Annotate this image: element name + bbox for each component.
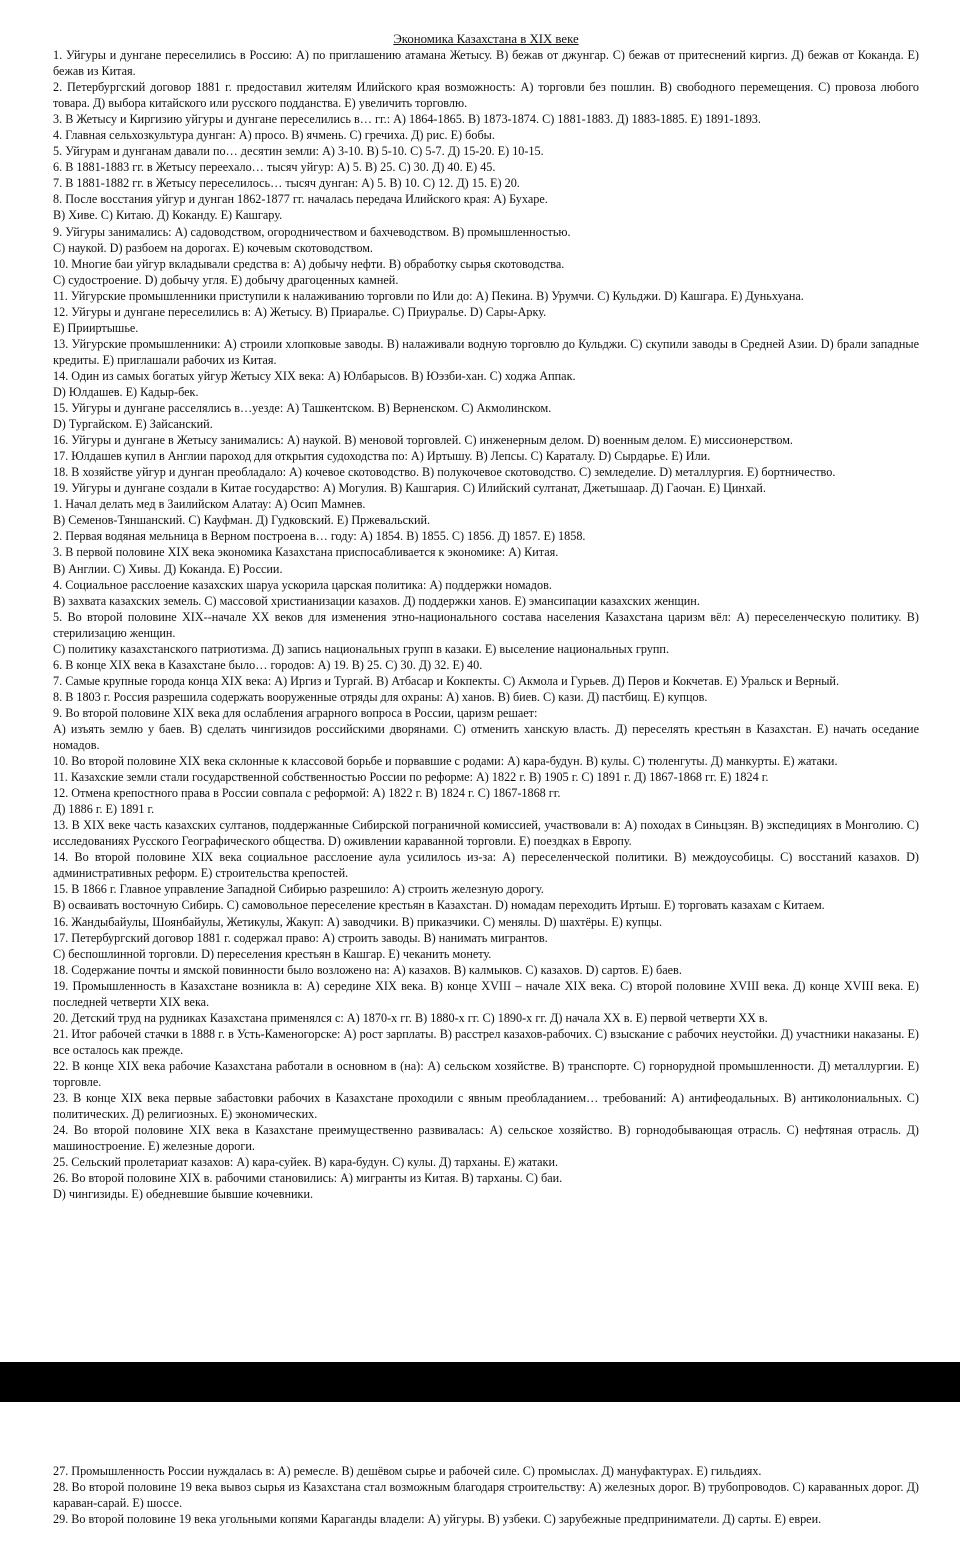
question-line: 22. В конце XIX века рабочие Казахстана работали в основном в (на): А) сельском хозяйстве. В) транспорте. С) горнорудной промышленности. Д) металлургии. Е) торговле. [53, 1058, 919, 1089]
question-line: 24. Во второй половине XIX века в Казахстане преимущественно развивалась: А) сельское хозяйство. В) горнодобывающая отрасль. С) нефтяная отрасль. Д) машиностроение. Е) железные дороги. [53, 1123, 919, 1154]
question-line: С) политику казахстанского патриотизма. Д) запись национальных групп в казаки. Е) выселение национальных групп. [53, 641, 669, 656]
question-sheet-continued [53, 1463, 919, 1527]
question-line: 6. В 1881-1883 гг. в Жетысу переехало… тысяч уйгур: А) 5. В) 25. С) 30. Д) 40. Е) 45. [53, 160, 496, 175]
question-line: D) Юлдашев. E) Кадыр-бек. [53, 384, 199, 399]
question-line: 29. Во второй половине 19 века угольными копями Караганды владели: А) уйгуры. В) узбеки. С) зарубежные предприниматели. Д) сарты. Е) евреи. [53, 1512, 822, 1527]
question-line: 4. Социальное расслоение казахских шаруа ускорила царская политика: А) поддержки номадов. [53, 577, 552, 592]
question-line: 10. Во второй половине XIX века склонные к классовой борьбе и порвавшие с родами: А) кара-будун. В) кулы. С) тюленгуты. Д) манкурты. Е) жатаки. [53, 754, 838, 769]
question-line: 16. Жандыбайулы, Шоянбайулы, Жетикулы, Жакуп: А) заводчики. В) приказчики. С) менялы. D) шахтёры. Е) купцы. [53, 914, 662, 929]
question-line: 12. Уйгуры и дунгане переселились в: А) Жетысу. В) Приаралье. С) Приуралье. D) Сары-Арку. [53, 304, 547, 319]
question-line: 11. Уйгурские промышленники приступили к налаживанию торговли по Или до: А) Пекина. В) Урумчи. С) Кульджи. D) Кашгара. E) Дуньхуана. [53, 288, 804, 303]
question-list [53, 47, 919, 1202]
question-line: D) чингизиды. Е) обедневшие бывшие кочевники. [53, 1187, 314, 1202]
question-line: C) судостроение. D) добычу угля. E) добычу драгоценных камней. [53, 272, 399, 287]
question-list-continued [53, 1463, 919, 1527]
question-line: 9. Уйгуры занимались: А) садоводством, огородничеством и бахчеводством. В) промышленностью. [53, 224, 571, 239]
question-line: 8. После восстания уйгур и дунган 1862-1877 гг. началась передача Илийского края: А) Бухаре. [53, 192, 548, 207]
question-line: 25. Сельский пролетариат казахов: А) кара-суйек. В) кара-будун. С) кулы. Д) тарханы. Е) жатаки. [53, 1155, 559, 1170]
question-line: 3. В первой половине XIX века экономика Казахстана приспосабливается к экономике: А) Китая. [53, 545, 559, 560]
question-line: 7. Самые крупные города конца XIX века: А) Иргиз и Тургай. В) Атбасар и Кокпекты. С) Акмола и Гурьев. Д) Перов и Кокчетав. Е) Уральск и Верный. [53, 673, 839, 688]
question-line: 2. Первая водяная мельница в Верном построена в… году: А) 1854. В) 1855. С) 1856. Д) 1857. Е) 1858. [53, 529, 586, 544]
question-line: 15. Уйгуры и дунгане расселялись в…уезде: А) Ташкентском. В) Верненском. С) Акмолинском. [53, 401, 552, 416]
question-line: 18. В хозяйстве уйгур и дунган преобладало: А) кочевое скотоводство. В) полукочевое скотоводство. С) земледелие. D) металлургия. E) бортничество. [53, 465, 836, 480]
question-line: C) наукой. D) разбоем на дорогах. E) кочевым скотоводством. [53, 240, 373, 255]
question-line: 8. В 1803 г. Россия разрешила содержать вооруженные отряды для охраны: А) ханов. В) биев. С) кази. Д) пастбищ. Е) купцов. [53, 689, 708, 704]
question-line: 18. Содержание почты и ямской повинности было возложено на: А) казахов. В) калмыков. С) казахов. D) сартов. Е) баев. [53, 962, 682, 977]
question-line: 13. В XIX веке часть казахских султанов, поддержанные Сибирской пограничной комиссией, участвовали в: А) походах в Синьцзян. В) экспедициях в Монголию. С) исследованиях Русского Географического общества. D) оживлении караванной торговли. Е) поездках в Европу. [53, 818, 919, 849]
question-line: С) беспошлинной торговли. D) переселения крестьян в Кашгар. Е) чеканить монету. [53, 946, 492, 961]
question-line: 6. В конце XIX века в Казахстане было… городов: А) 19. В) 25. С) 30. Д) 32. Е) 40. [53, 657, 483, 672]
question-line: 13. Уйгурские промышленники: А) строили хлопковые заводы. В) налаживали водную торговлю до Кульджи. С) скупили заводы в Средней Азии. D) брали западные кредиты. E) приглашали рабочих из Китая. [53, 336, 919, 367]
question-line: 17. Юлдашев купил в Англии пароход для открытия судоходства по: А) Иртышу. В) Лепсы. С) Караталу. D) Сырдарье. E) Или. [53, 449, 711, 464]
question-line: E) Прииртышье. [53, 320, 139, 335]
page-title: Экономика Казахстана в XIX веке [393, 32, 579, 46]
question-line: В) Семенов-Тяншанский. С) Кауфман. Д) Гудковский. Е) Пржевальский. [53, 513, 431, 528]
question-line: 5. Уйгурам и дунганам давали по… десятин земли: А) 3-10. В) 5-10. С) 5-7. Д) 15-20. Е) 10-15. [53, 144, 544, 159]
question-line: В) осваивать восточную Сибирь. С) самовольное переселение крестьян в Казахстан. D) номадам переходить Иртыш. Е) торговать казахам с Китаем. [53, 898, 825, 913]
question-line: 28. Во второй половине 19 века вывоз сырья из Казахстана стал возможным благодаря строительству: А) железных дорог. В) трубопроводов. С) караванных дорог. Д) караван-сарай. Е) шоссе. [53, 1480, 919, 1511]
question-line: 11. Казахские земли стали государственной собственностью России по реформе: А) 1822 г. В) 1905 г. С) 1891 г. Д) 1867-1868 гг. Е) 1824 г. [53, 770, 769, 785]
question-line: 14. Во второй половине XIX века социальное расслоение аула усилилось из-за: А) переселенческой политики. В) междоусобицы. С) восстаний казахов. D) административных реформ. Е) строительства крепостей. [53, 850, 919, 881]
question-line: 9. Во второй половине XIX века для ослабления аграрного вопроса в России, царизм решает: [53, 705, 538, 720]
question-line: 26. Во второй половине XIX в. рабочими становились: А) мигранты из Китая. В) тарханы. С) баи. [53, 1171, 563, 1186]
question-line: В) Англии. С) Хивы. Д) Коканда. Е) России. [53, 561, 283, 576]
question-line: 5. Во второй половине XIX--начале XX веков для изменения этно-национального состава населения Казахстана царизм вёл: А) переселенческую политику. В) стерилизацию женщин. [53, 609, 919, 640]
question-line: 16. Уйгуры и дунгане в Жетысу занимались: А) наукой. В) меновой торговлей. С) инженерным делом. D) военным делом. E) миссионерством. [53, 433, 793, 448]
question-line: 14. Один из самых богатых уйгур Жетысу XIX века: А) Юлбарысов. В) Юэзби-хан. С) ходжа Аппак. [53, 368, 576, 383]
question-line: 27. Промышленность России нуждалась в: А) ремесле. В) дешёвом сырье и рабочей силе. С) промыслах. Д) мануфактурах. Е) гильдиях. [53, 1464, 762, 1478]
question-line: В) Хиве. С) Китаю. Д) Коканду. Е) Кашгару. [53, 208, 283, 223]
question-line: 23. В конце XIX века первые забастовки рабочих в Казахстане проходили с явным преобладанием… требований: А) антифеодальных. В) антиколониальных. С) политических. Д) религиозных. Е) экономических. [53, 1091, 919, 1122]
redaction-bar [0, 1362, 960, 1402]
question-line: 17. Петербургский договор 1881 г. содержал право: А) строить заводы. В) нанимать мигрантов. [53, 930, 548, 945]
question-line: 1. Начал делать мед в Заилийском Алатау: А) Осип Мамнев. [53, 497, 366, 512]
question-line: 4. Главная сельхозкультура дунган: А) просо. В) ячмень. С) гречиха. Д) рис. Е) бобы. [53, 128, 495, 143]
question-line: 7. В 1881-1882 гг. в Жетысу переселилось… тысяч дунган: А) 5. В) 10. С) 12. Д) 15. Е) 20. [53, 176, 520, 191]
question-line: 20. Детский труд на рудниках Казахстана применялся с: А) 1870-х гг. В) 1880-х гг. С) 1890-х гг. Д) начала XX в. Е) первой четверти XX в. [53, 1010, 768, 1025]
question-line: 19. Уйгуры и дунгане создали в Китае государство: А) Могулия. В) Кашгария. С) Илийский султанат, Джетышаар. Д) Гаочан. Е) Цинхай. [53, 481, 766, 496]
question-line: 19. Промышленность в Казахстане возникла в: А) середине XIX века. В) конце XVIII – начале XIX века. С) второй половине XVIII века. Д) конце XVIII века. Е) последней четверти XIX века. [53, 978, 919, 1009]
question-line: 3. В Жетысу и Киргизию уйгуры и дунгане переселились в… гг.: А) 1864-1865. В) 1873-1874. С) 1881-1883. Д) 1883-1885. Е) 1891-1893. [53, 112, 761, 127]
question-sheet [53, 31, 919, 1202]
question-line: 15. В 1866 г. Главное управление Западной Сибирью разрешило: А) строить железную дорогу. [53, 882, 544, 897]
question-line: А) изъять землю у баев. В) сделать чингизидов российскими дворянами. С) отменить ханскую власть. Д) переселять крестьян в Казахстан. Е) начать оседание номадов. [53, 721, 919, 753]
question-line: Д) 1886 г. Е) 1891 г. [53, 802, 155, 817]
question-line: В) захвата казахских земель. С) массовой христианизации казахов. Д) поддержки ханов. Е) эмансипации казахских женщин. [53, 593, 700, 608]
question-line: 12. Отмена крепостного права в России совпала с реформой: А) 1822 г. В) 1824 г. С) 1867-1868 гг. [53, 786, 561, 801]
question-line: 21. Итог рабочей стачки в 1888 г. в Усть-Каменогорске: А) рост зарплаты. В) расстрел казахов-рабочих. С) взыскание с рабочих неустойки. Д) участники наказаны. Е) все осталось как прежде. [53, 1026, 919, 1057]
question-line: 10. Многие баи уйгур вкладывали средства в: А) добычу нефти. В) обработку сырья скотоводства. [53, 256, 565, 271]
question-line: D) Тургайском. E) Зайсанский. [53, 417, 213, 432]
question-line: 2. Петербургский договор 1881 г. предоставил жителям Илийского края возможность: А) торговли без пошлин. В) свободного перемещения. С) провоза любого товара. Д) выбора китайского или русского подданства. Е) увеличить торговлю. [53, 80, 919, 111]
question-line: 1. Уйгуры и дунгане переселились в Россию: А) по приглашению атамана Жетысу. В) бежав от джунгар. С) бежав от притеснений киргиз. Д) бежав от Коканда. Е) бежав из Китая. [53, 48, 919, 79]
